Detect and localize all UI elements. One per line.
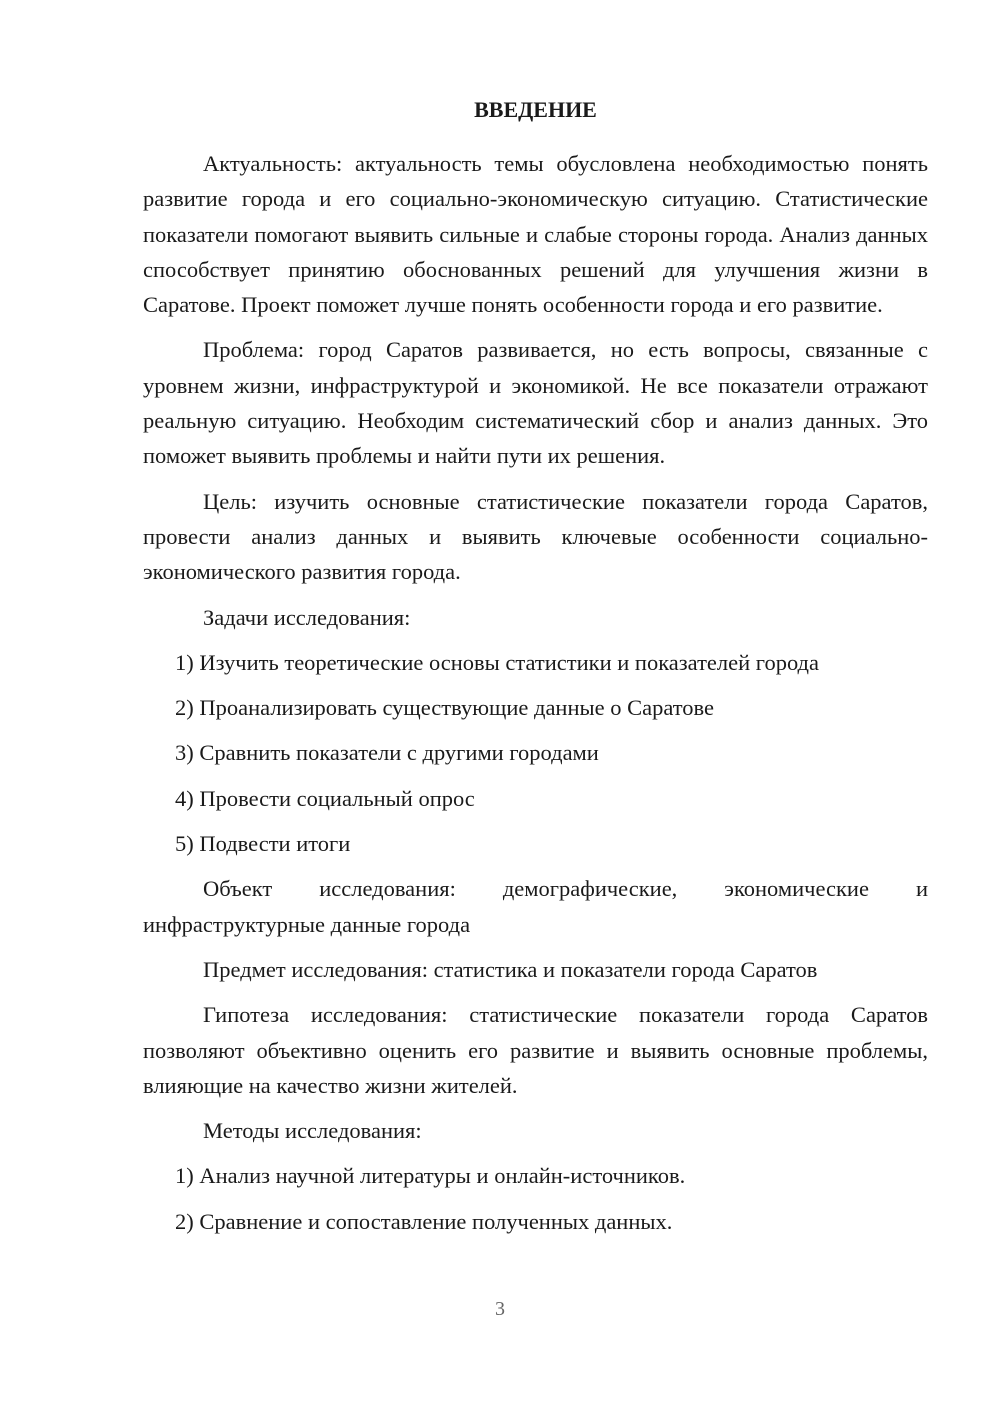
list-item: 1) Изучить теоретические основы статистики и показателей города	[175, 649, 819, 675]
list-item: 5) Подвести итоги	[175, 831, 351, 857]
hypothesis-paragraph: Гипотеза исследования: статистические показатели города Саратов позволяют объективно оценить его развитие и выявить основные проблемы, влияющие на качество жизни жителей.	[143, 1002, 928, 1098]
tasks-list	[143, 645, 928, 861]
list-item: 4) Провести социальный опрос	[175, 785, 475, 811]
list-item: 1) Анализ научной литературы и онлайн-источников.	[175, 1163, 686, 1189]
list-item: 2) Сравнение и сопоставление полученных данных.	[175, 1208, 673, 1234]
page-number: 3	[495, 1298, 505, 1320]
object-paragraph: Объект исследования: демографические, экономические и инфраструктурные данные города	[143, 876, 928, 937]
problem-paragraph: Проблема: город Саратов развивается, но есть вопросы, связанные с уровнем жизни, инфраструктурой и экономикой. Не все показатели отражают реальную ситуацию. Необходим систематический сбор и анализ данных. Это поможет выявить проблемы и найти пути их решения.	[143, 337, 928, 469]
document-page	[143, 96, 928, 1249]
section-title: ВВЕДЕНИЕ	[474, 97, 597, 122]
list-item: 3) Сравнить показатели с другими городами	[175, 740, 599, 766]
goal-paragraph: Цель: изучить основные статистические показатели города Саратов, провести анализ данных и выявить ключевые особенности социально-экономического развития города.	[143, 488, 928, 585]
subject-paragraph: Предмет исследования: статистика и показатели города Саратов	[203, 956, 818, 982]
list-item: 2) Проанализировать существующие данные о Саратове	[175, 695, 715, 721]
methods-heading: Методы исследования:	[203, 1118, 422, 1144]
methods-list	[143, 1158, 928, 1239]
relevance-paragraph: Актуальность: актуальность темы обусловлена необходимостью понять развитие города и его социально-экономическую ситуацию. Статистические показатели помогают выявить сильные и слабые стороны города. Анализ данных способствует принятию обоснованных решений для улучшения жизни в Саратове. Проект поможет лучше понять особенности города и его развитие.	[143, 151, 928, 318]
tasks-heading: Задачи исследования:	[203, 604, 411, 630]
